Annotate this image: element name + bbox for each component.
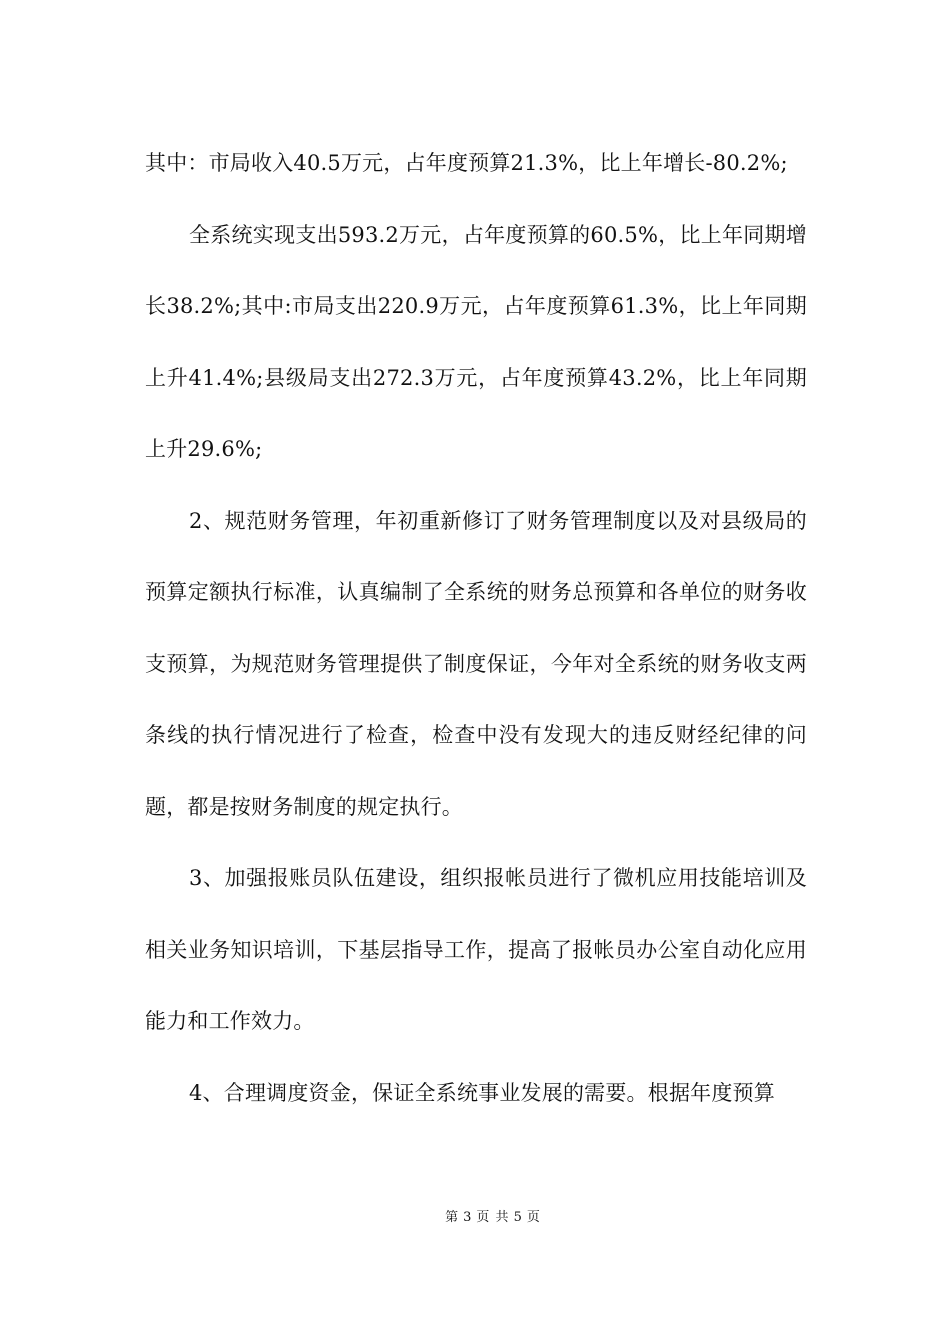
footer-prefix: 第	[445, 1210, 460, 1225]
paragraph-accountant-training: 3、加强报账员队伍建设，组织报帐员进行了微机应用技能培训及相关业务知识培训，下基层指导工作，提高了报帐员办公室自动化应用能力和工作效力。	[145, 866, 807, 1033]
paragraph-income-detail: 其中：市局收入40.5万元，占年度预算21.3%，比上年增长-80.2%;	[145, 151, 788, 175]
paragraph-fund-allocation: 4、合理调度资金，保证全系统事业发展的需要。根据年度预算	[189, 1080, 775, 1105]
body-text	[145, 128, 807, 1129]
paragraph-financial-management: 2、规范财务管理，年初重新修订了财务管理制度以及对县级局的预算定额执行标准，认真编制了全系统的财务总预算和各单位的财务收支预算，为规范财务管理提供了制度保证，今年对全系统的财务收支两条线的执行情况进行了检查，检查中没有发现大的违反财经纪律的问题，都是按财务制度的规定执行。	[145, 508, 807, 819]
paragraph-expenditure: 全系统实现支出593.2万元，占年度预算的60.5%，比上年同期增长38.2%;其中:市局支出220.9万元，占年度预算61.3%，比上年同期上升41.4%;县级局支出272.3万元，占年度预算43.2%，比上年同期上升29.6%;	[145, 222, 807, 461]
footer-middle: 页 共	[476, 1210, 510, 1225]
page-footer	[0, 1206, 950, 1225]
footer-total-pages: 5	[513, 1210, 523, 1225]
footer-current-page: 3	[463, 1210, 473, 1225]
footer-suffix: 页	[526, 1210, 541, 1225]
